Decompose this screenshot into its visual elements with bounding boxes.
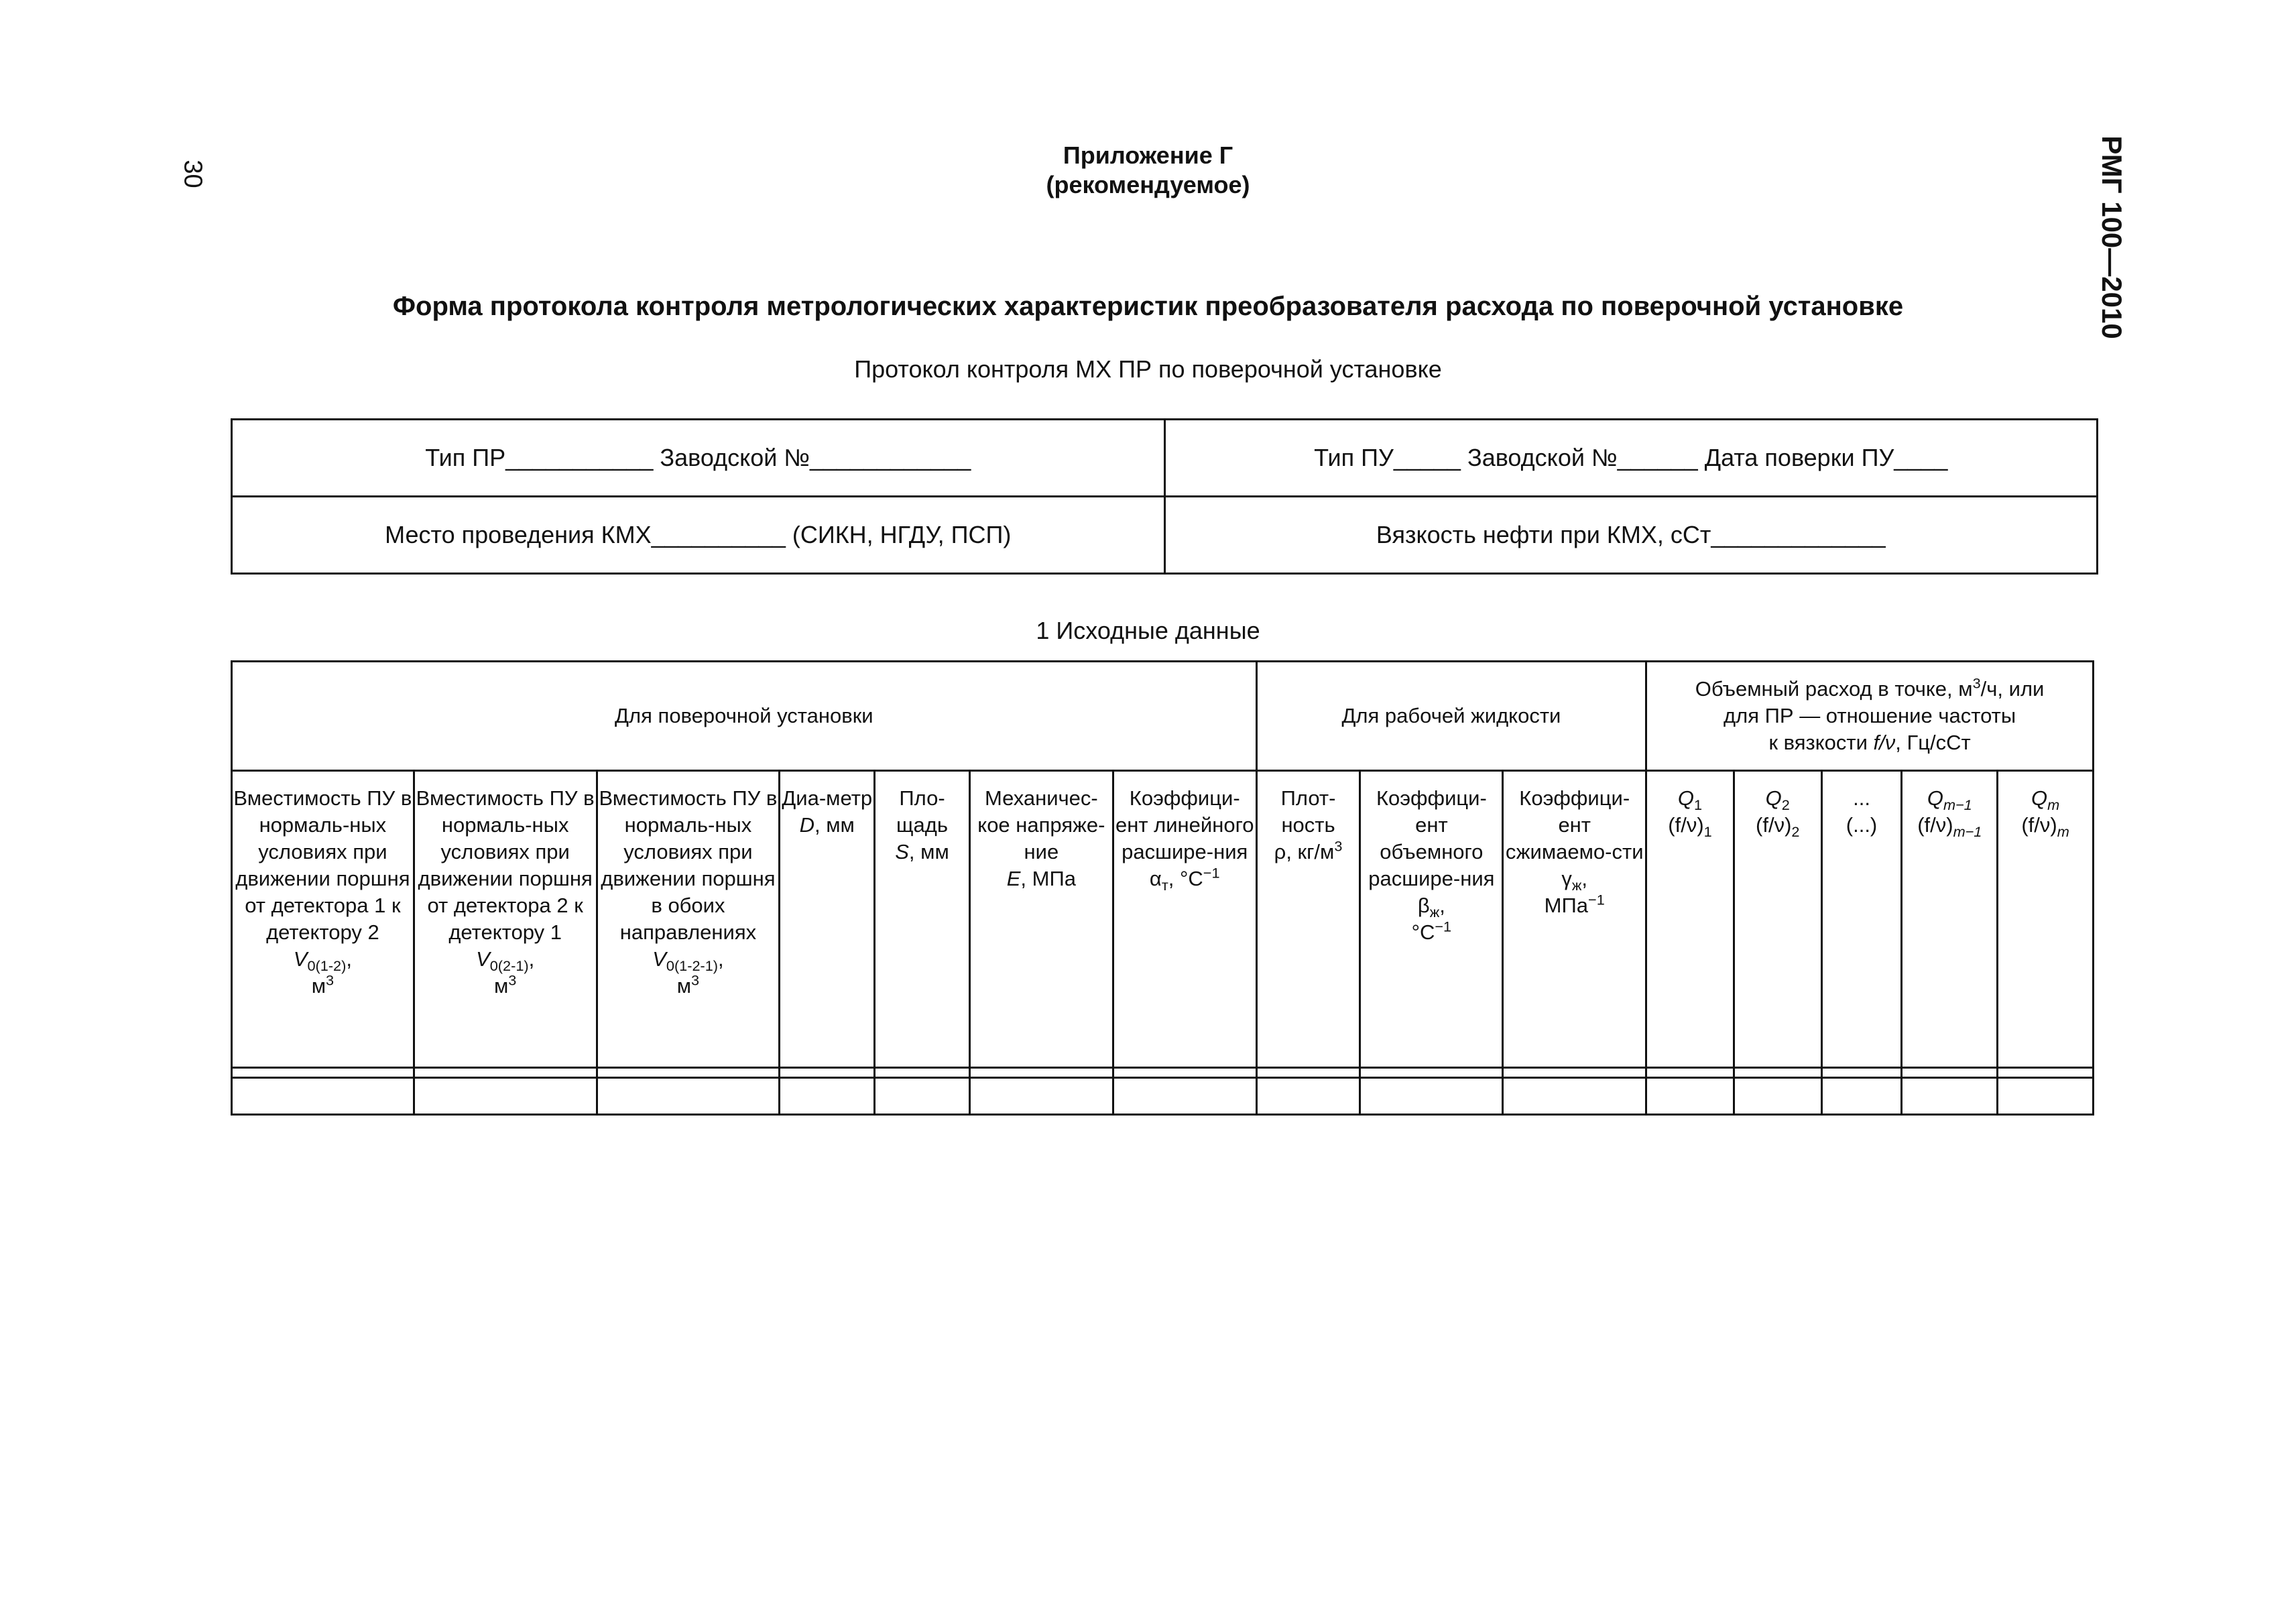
cell xyxy=(232,1078,414,1115)
col5-unit: , мм xyxy=(908,840,949,863)
col-q-ellipsis xyxy=(1821,771,1902,1068)
col8-sym: ρ xyxy=(1274,840,1286,863)
appendix-heading xyxy=(0,141,2296,200)
cell xyxy=(1821,1068,1902,1078)
q1-sym: Q xyxy=(1677,786,1695,810)
col4-sym: D xyxy=(799,813,814,837)
col8-unit: , кг/м xyxy=(1286,840,1335,863)
cell xyxy=(780,1078,875,1115)
column-header-row xyxy=(232,771,2094,1068)
group-flow-e: , Гц/сСт xyxy=(1895,731,1971,754)
col-capacity-both: Вместимость ПУ в нормаль-ных условиях при движении поршня в обоих направлениях $V_{0(1-2-1)}$, $м^3$ xyxy=(597,771,780,1068)
group-flow xyxy=(1646,662,2094,771)
q5-sub: m xyxy=(2047,796,2060,814)
col10-sub: ж xyxy=(1571,877,1582,894)
col9-sym: β xyxy=(1417,894,1430,917)
col6-unit: , МПа xyxy=(1020,867,1076,890)
form-title: Форма протокола контроля метрологических характеристик преобразователя расхода по поверочной установке xyxy=(392,292,1904,321)
col-mechanical-stress xyxy=(969,771,1113,1068)
cell xyxy=(969,1078,1113,1115)
cell xyxy=(1360,1078,1503,1115)
col10-sym: γ xyxy=(1561,867,1572,890)
cell xyxy=(1256,1068,1360,1078)
q2-sub: 2 xyxy=(1781,796,1790,814)
col-compressibility: Коэффици-ент сжимаемо-сти $\gamma_ж$, МПа$^{-1}$ xyxy=(1503,771,1646,1068)
fv5-sub: m xyxy=(2057,823,2069,841)
document-code: РМГ 100—2010 xyxy=(2096,135,2128,339)
appendix-label: Приложение Г xyxy=(1063,141,1233,169)
fv4-sub: m−1 xyxy=(1953,823,1982,841)
col1-sym: V xyxy=(293,947,308,971)
col10-text: Коэффици-ент сжимаемо-сти xyxy=(1505,786,1644,863)
cell xyxy=(1998,1068,2094,1078)
group-flow-d: к вязкости xyxy=(1768,731,1874,754)
appendix-type: (рекомендуемое) xyxy=(1046,171,1250,198)
col-density xyxy=(1256,771,1360,1068)
cell xyxy=(1113,1078,1256,1115)
protocol-title: Протокол контроля МХ ПР по поверочной установке xyxy=(854,355,1442,383)
group-header-row xyxy=(232,662,2094,771)
col4-unit: , мм xyxy=(814,813,855,837)
info-row xyxy=(232,420,2098,497)
cell xyxy=(1256,1078,1360,1115)
cell xyxy=(1503,1078,1646,1115)
info-installation-type: Тип ПУ_____ Заводской №______ Дата поверки ПУ____ xyxy=(1164,420,2098,497)
fv1-sub: 1 xyxy=(1703,823,1712,841)
col6-text: Механичес-кое напряже-ние xyxy=(977,786,1105,863)
section-title: 1 Исходные данные xyxy=(1036,617,1260,644)
cell xyxy=(1503,1068,1646,1078)
col4-text: Диа-метр xyxy=(782,786,873,810)
col-q-m xyxy=(1998,771,2094,1068)
col10-unit: МПа xyxy=(1544,894,1589,917)
col8-sup: 3 xyxy=(1334,837,1343,855)
col9-sup: −1 xyxy=(1435,918,1452,935)
cell xyxy=(1646,1078,1734,1115)
cell xyxy=(1360,1068,1503,1078)
cell xyxy=(1821,1078,1902,1115)
col9-unit: °С xyxy=(1411,920,1435,944)
q2-sym: Q xyxy=(1765,786,1782,810)
cell xyxy=(597,1068,780,1078)
col1-sub: 0(1-2) xyxy=(307,957,347,975)
cell xyxy=(1734,1078,1821,1115)
group-flow-sup: 3 xyxy=(1972,674,1981,692)
col3-unit: м xyxy=(676,974,692,998)
col3-sub: 0(1-2-1) xyxy=(666,957,719,975)
col-q1 xyxy=(1646,771,1734,1068)
col7-sym: α xyxy=(1149,867,1162,890)
fv5: (f/ν) xyxy=(2021,813,2057,837)
info-device-type: Тип ПР___________ Заводской №____________ xyxy=(232,420,1165,497)
info-row xyxy=(232,497,2098,574)
col7-text: Коэффици-ент линейного расшире-ния xyxy=(1115,786,1254,863)
col2-sym: V xyxy=(476,947,490,971)
col8-text: Плот-ность xyxy=(1280,786,1336,837)
q5-sym: Q xyxy=(2031,786,2048,810)
cell xyxy=(414,1078,597,1115)
cell xyxy=(780,1068,875,1078)
col7-unit: , °С xyxy=(1168,867,1203,890)
col3-sym: V xyxy=(652,947,666,971)
col5-sym: S xyxy=(895,840,909,863)
col-capacity-2-1: Вместимость ПУ в нормаль-ных условиях при движении поршня от детектора 2 к детектору 1 $V_{0(2-1)}$, $м^3$ xyxy=(414,771,597,1068)
col2-sub: 0(2-1) xyxy=(489,957,529,975)
col7-sub: т xyxy=(1161,877,1168,894)
col-linear-expansion xyxy=(1113,771,1256,1068)
cell xyxy=(414,1068,597,1078)
col-diameter xyxy=(780,771,875,1068)
cell xyxy=(1646,1068,1734,1078)
col1-unit: м xyxy=(311,974,326,998)
col1-sup: 3 xyxy=(326,971,335,989)
group-flow-b: /ч, или xyxy=(1980,677,2045,701)
col9-text: Коэффици-ент объемного расшире-ния xyxy=(1368,786,1495,890)
info-location: Место проведения КМХ__________ (СИКН, НГДУ, ПСП) xyxy=(232,497,1165,574)
col2-sup: 3 xyxy=(508,971,517,989)
col-q2 xyxy=(1734,771,1821,1068)
col-area xyxy=(875,771,970,1068)
col2-text: Вместимость ПУ в нормаль-ных условиях при движении поршня от детектора 2 к детектору 1 xyxy=(416,786,595,944)
cell xyxy=(1113,1068,1256,1078)
group-flow-fv: f/ν xyxy=(1873,731,1896,754)
col5-text: Пло-щадь xyxy=(896,786,949,837)
col-capacity-1-2: Вместимость ПУ в нормаль-ных условиях при движении поршня от детектора 1 к детектору 2 $V_{0(1-2)}$, $м^3$ xyxy=(232,771,414,1068)
cell xyxy=(597,1078,780,1115)
col10-sup: −1 xyxy=(1588,891,1605,908)
q3-b: (...) xyxy=(1846,813,1878,837)
q4-sym: Q xyxy=(1927,786,1943,810)
empty-data-row xyxy=(232,1078,2094,1115)
group-liquid: Для рабочей жидкости xyxy=(1256,662,1646,771)
cell xyxy=(232,1068,414,1078)
cell xyxy=(1902,1078,1998,1115)
fv2: (f/ν) xyxy=(1756,813,1792,837)
cell xyxy=(969,1068,1113,1078)
col7-sup: −1 xyxy=(1203,864,1220,882)
fv2-sub: 2 xyxy=(1791,823,1800,841)
info-viscosity: Вязкость нефти при КМХ, сСт_____________ xyxy=(1164,497,2098,574)
col3-sup: 3 xyxy=(691,971,700,989)
col-q-m-minus-1 xyxy=(1902,771,1998,1068)
source-data-table xyxy=(231,660,2094,1116)
cell xyxy=(1902,1068,1998,1078)
double-rule-row xyxy=(232,1068,2094,1078)
group-installation: Для поверочной установки xyxy=(232,662,1257,771)
q4-sub: m−1 xyxy=(1943,796,1972,814)
page-number: 30 xyxy=(178,160,207,188)
col3-text: Вместимость ПУ в нормаль-ных условиях при движении поршня в обоих направлениях xyxy=(599,786,778,944)
cell xyxy=(875,1078,970,1115)
col1-text: Вместимость ПУ в нормаль-ных условиях при движении поршня от детектора 1 к детектору 2 xyxy=(233,786,412,944)
q3-a: ... xyxy=(1853,786,1870,810)
col9-sub: ж xyxy=(1429,904,1440,921)
group-flow-c: для ПР — отношение частоты xyxy=(1724,704,2016,727)
col-volume-expansion: Коэффици-ент объемного расшире-ния $\beta_ж$, $^\circ С^{-1}$ xyxy=(1360,771,1503,1068)
fv1: (f/ν) xyxy=(1668,813,1704,837)
col2-unit: м xyxy=(493,974,509,998)
cell xyxy=(1998,1078,2094,1115)
col6-sym: E xyxy=(1006,867,1021,890)
group-flow-a: Объемный расход в точке, м xyxy=(1695,677,1973,701)
q1-sub: 1 xyxy=(1694,796,1703,814)
cell xyxy=(875,1068,970,1078)
fv4: (f/ν) xyxy=(1917,813,1953,837)
info-table xyxy=(231,418,2098,575)
cell xyxy=(1734,1068,1821,1078)
